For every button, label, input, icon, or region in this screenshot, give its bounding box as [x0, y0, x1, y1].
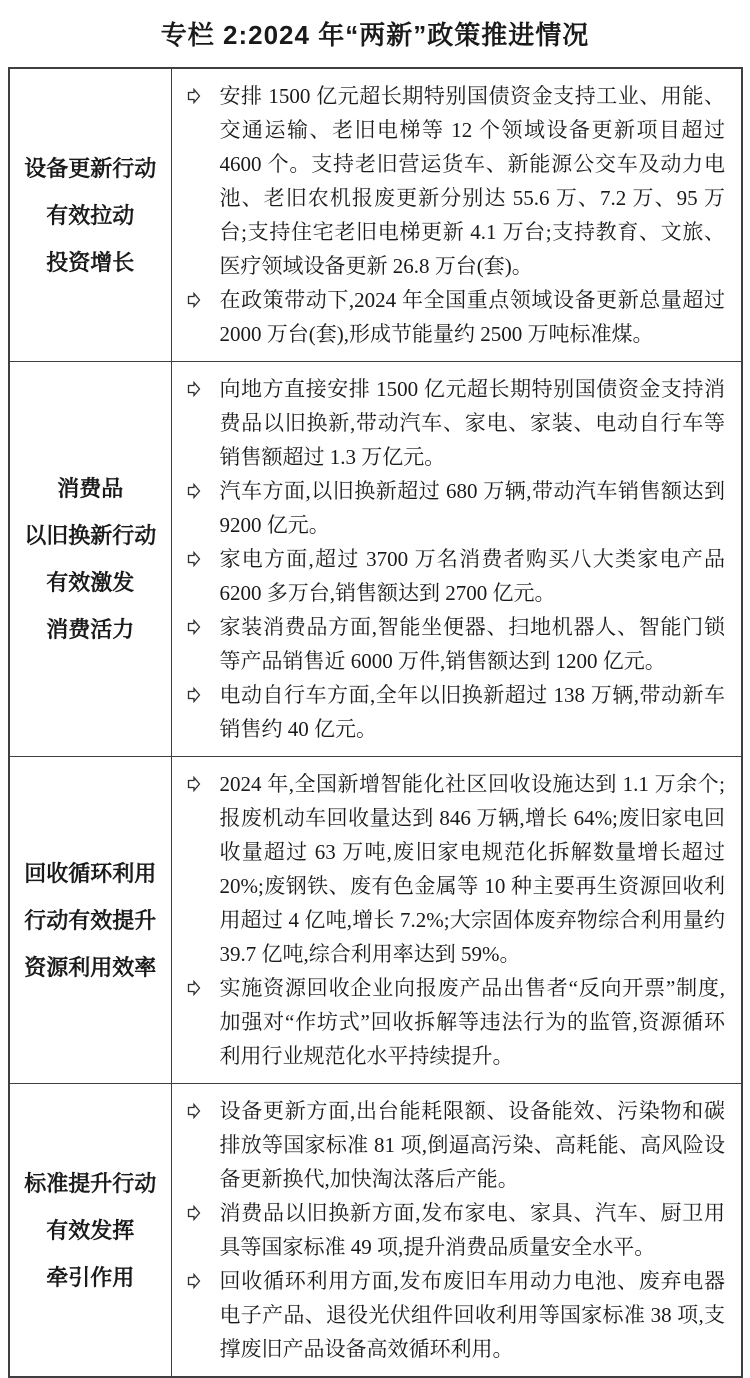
rightwards-white-arrow-icon — [184, 678, 220, 703]
bullet-text: 向地方直接安排 1500 亿元超长期特别国债资金支持消费品以旧换新,带动汽车、家电、家装、电动自行车等销售额超过 1.3 万亿元。 — [219, 377, 725, 469]
action-label-line: 行动有效提升 — [24, 907, 157, 933]
bullet-text: 家电方面,超过 3700 万名消费者购买八大类家电产品 6200 多万台,销售额达到 2700 亿元。 — [219, 547, 725, 605]
bullet-item — [184, 372, 726, 474]
action-label-line: 设备更新行动 — [24, 155, 157, 181]
table-row — [9, 1084, 742, 1378]
bullet-item — [184, 767, 726, 971]
table-row — [9, 362, 742, 757]
rightwards-white-arrow-icon — [184, 1094, 220, 1119]
action-label-cell — [9, 68, 171, 362]
policy-progress-table — [8, 67, 743, 1378]
bullet-item — [184, 678, 726, 746]
rightwards-white-arrow-icon — [184, 283, 220, 308]
action-content-cell — [171, 757, 742, 1084]
action-label-line: 投资增长 — [46, 249, 135, 275]
bullet-item — [184, 1196, 726, 1264]
bullet-text: 消费品以旧换新方面,发布家电、家具、汽车、厨卫用具等国家标准 49 项,提升消费品质量安全水平。 — [219, 1201, 725, 1259]
rightwards-white-arrow-icon — [184, 372, 220, 397]
bullet-item — [184, 1264, 726, 1366]
action-label-line: 有效拉动 — [46, 202, 135, 228]
action-label-line: 消费品 — [57, 476, 124, 501]
table-row — [9, 68, 742, 362]
action-label-line: 标准提升行动 — [24, 1170, 157, 1196]
action-label-cell — [9, 757, 171, 1084]
action-label-line: 资源利用效率 — [24, 954, 157, 980]
box-title: 专栏 2:2024 年“两新”政策推进情况 — [160, 20, 590, 50]
action-content-cell — [171, 362, 742, 757]
bullet-text: 实施资源回收企业向报废产品出售者“反向开票”制度,加强对“作坊式”回收拆解等违法行为的监管,资源循环利用行业规范化水平持续提升。 — [219, 976, 725, 1068]
action-label-line: 有效激发 — [46, 570, 135, 595]
bullet-text: 电动自行车方面,全年以旧换新超过 138 万辆,带动新车销售约 40 亿元。 — [219, 683, 725, 741]
table-body — [9, 68, 742, 1377]
bullet-text: 在政策带动下,2024 年全国重点领域设备更新总量超过 2000 万台(套),形成节能量约 2500 万吨标准煤。 — [219, 288, 725, 346]
bullet-item — [184, 79, 726, 283]
bullet-text: 安排 1500 亿元超长期特别国债资金支持工业、用能、交通运输、老旧电梯等 12 个领域设备更新项目超过 4600 个。支持老旧营运货车、新能源公交车及动力电池、老旧农机报废更新分别达 55.6 万、7.2 万、95 万台;支持住宅老旧电梯更新 4.1 万台;支持教育、文旅、医疗领域设备更新 26.8 万台(套)。 — [219, 84, 725, 278]
rightwards-white-arrow-icon — [184, 474, 220, 499]
action-label-cell — [9, 362, 171, 757]
rightwards-white-arrow-icon — [184, 767, 220, 792]
bullet-text: 设备更新方面,出台能耗限额、设备能效、污染物和碳排放等国家标准 81 项,倒逼高污染、高耗能、高风险设备更新换代,加快淘汰落后产能。 — [219, 1099, 725, 1191]
bullet-text: 家装消费品方面,智能坐便器、扫地机器人、智能门锁等产品销售近 6000 万件,销售额达到 1200 亿元。 — [219, 615, 725, 673]
rightwards-white-arrow-icon — [184, 971, 220, 996]
bullet-text: 回收循环利用方面,发布废旧车用动力电池、废弃电器电子产品、退役光伏组件回收利用等国家标准 38 项,支撑废旧产品设备高效循环利用。 — [219, 1269, 725, 1361]
table-row — [9, 757, 742, 1084]
rightwards-white-arrow-icon — [184, 79, 220, 104]
bullet-item — [184, 610, 726, 678]
action-label-line: 有效发挥 — [46, 1217, 135, 1243]
bullet-item — [184, 474, 726, 542]
action-label-line: 以旧换新行动 — [24, 523, 157, 548]
rightwards-white-arrow-icon — [184, 610, 220, 635]
rightwards-white-arrow-icon — [184, 1196, 220, 1221]
bullet-item — [184, 971, 726, 1073]
action-content-cell — [171, 1084, 742, 1378]
bullet-item — [184, 283, 726, 351]
bullet-item — [184, 542, 726, 610]
action-label-line: 消费活力 — [46, 617, 135, 642]
rightwards-white-arrow-icon — [184, 542, 220, 567]
action-label-line: 回收循环利用 — [24, 860, 157, 886]
action-label-line: 牵引作用 — [46, 1264, 135, 1290]
rightwards-white-arrow-icon — [184, 1264, 220, 1289]
bullet-item — [184, 1094, 726, 1196]
bullet-text: 汽车方面,以旧换新超过 680 万辆,带动汽车销售额达到 9200 亿元。 — [219, 479, 725, 537]
action-label-cell — [9, 1084, 171, 1378]
action-content-cell — [171, 68, 742, 362]
bullet-text: 2024 年,全国新增智能化社区回收设施达到 1.1 万余个;报废机动车回收量达到 846 万辆,增长 64%;废旧家电回收量超过 63 万吨,废旧家电规范化拆解数量增长超过 20%;废钢铁、废有色金属等 10 种主要再生资源回收利用超过 4 亿吨,增长 7.2%;大宗固体废弃物综合利用量约 39.7 亿吨,综合利用率达到 59%。 — [219, 772, 725, 966]
